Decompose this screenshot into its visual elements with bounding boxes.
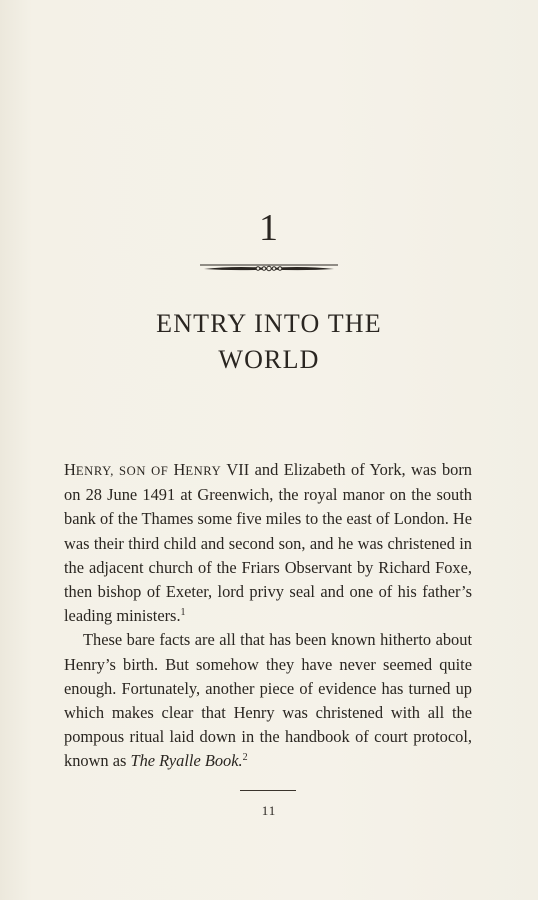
chapter-title-line-2: WORLD [218,345,320,374]
book-title-italic: The Ryalle Book. [130,751,243,771]
chapter-body [64,458,472,774]
paragraph-2 [64,628,472,773]
paragraph-1-text: VII and Elizabeth of York, was born on 28 June 1491 at Greenwich, the royal manor on the south bank of the Thames some five miles to the east of London. He was their third child and second son, and he was christened in the adjacent church of the Friars Observant by Richard Foxe, then bishop of Exeter, lord privy seal and one of his father’s leading ministers. [64,460,472,626]
paragraph-1 [64,458,472,628]
paragraph-2-text: These bare facts are all that has been known hitherto about Henry’s birth. But somehow they have never seemed quite enough. Fortunately, another piece of evidence has turned up which makes clear that Henry was christened with all the pompous ritual laid down in the handbook of court protocol, known as [64,630,472,771]
footnote-marker-1[interactable]: 1 [180,607,186,619]
chapter-number: 1 [259,207,279,249]
lead-cap-2: H [173,460,186,479]
lead-small-caps-1: ENRY, SON OF [75,464,174,478]
chapter-title-line-1: ENTRY INTO THE [156,309,382,338]
footer-rule [240,790,296,791]
chapter-title [0,306,538,378]
footnote-marker-2[interactable]: 2 [242,752,248,764]
chapter-ornament-divider [200,260,338,274]
page-number: 11 [261,803,277,818]
lead-cap-1: H [64,460,76,479]
lead-small-caps-2: ENRY [185,464,222,478]
